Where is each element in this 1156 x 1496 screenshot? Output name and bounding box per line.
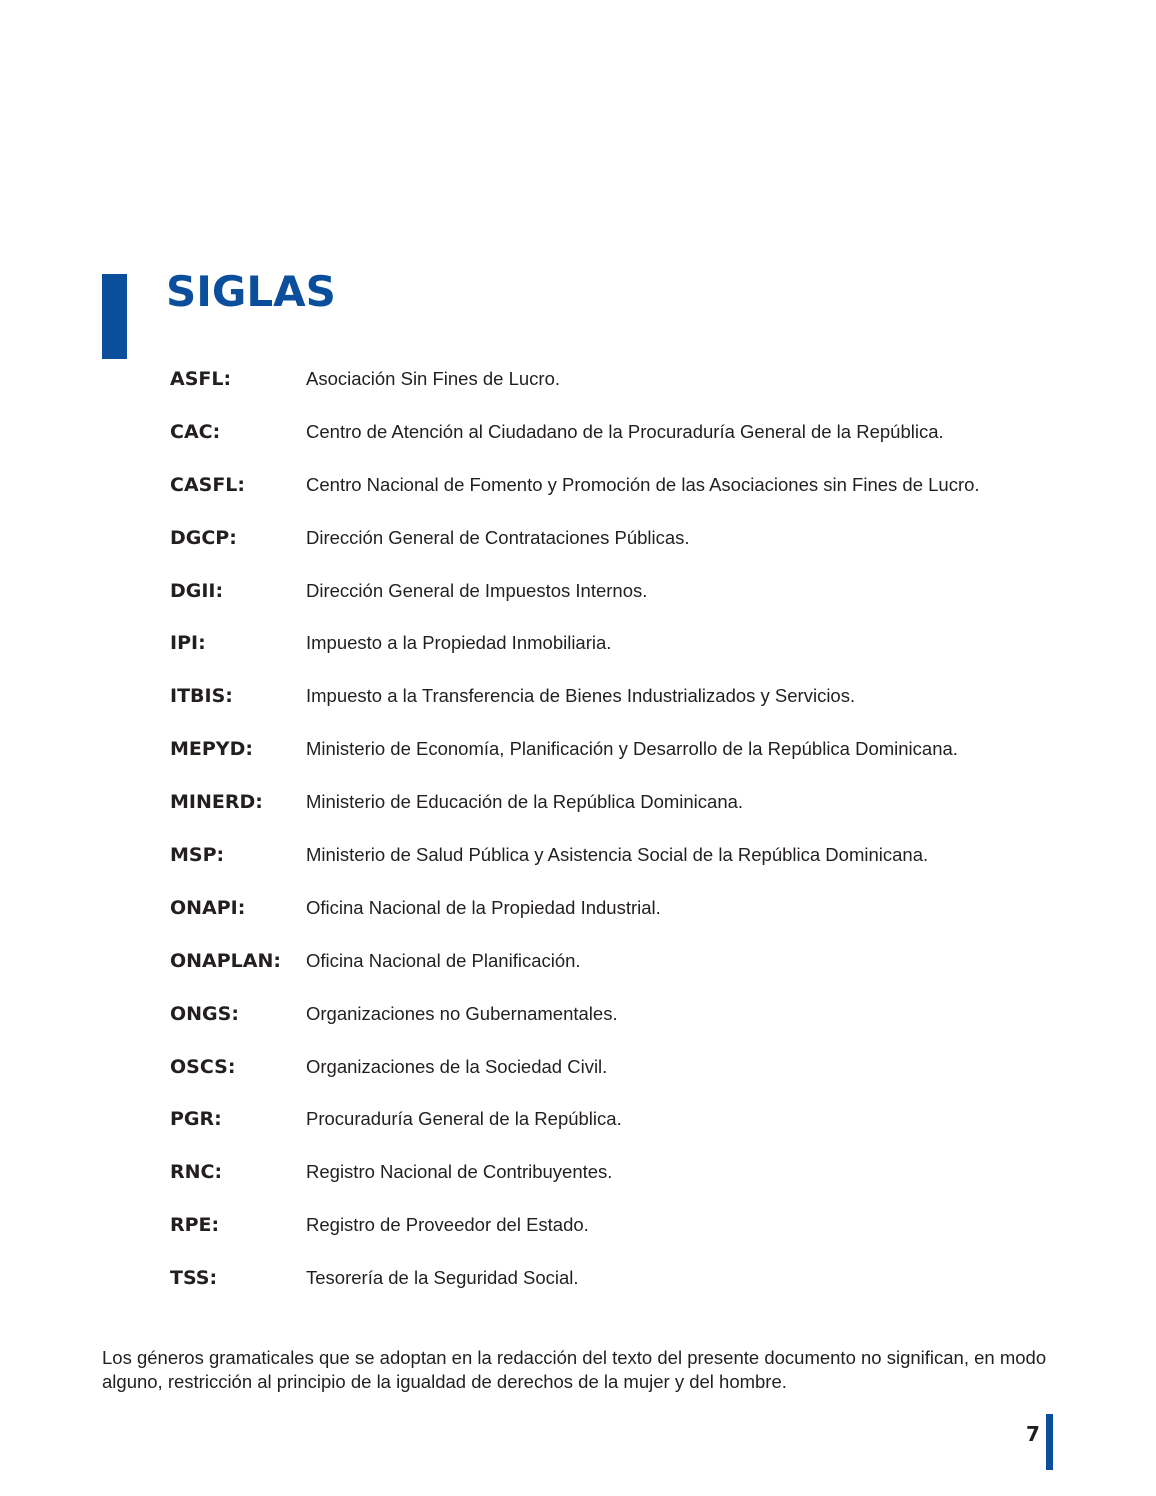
acronym-row <box>170 995 1070 1048</box>
acronym-row <box>170 942 1070 995</box>
acronym-definition: Tesorería de la Seguridad Social. <box>306 1267 579 1289</box>
acronym-term: TSS: <box>170 1267 218 1290</box>
acronym-definition: Centro de Atención al Ciudadano de la Procuraduría General de la República. <box>306 420 944 442</box>
page-number: 7 <box>1026 1422 1040 1446</box>
acronym-row <box>170 1100 1070 1153</box>
acronym-definition: Ministerio de Economía, Planificación y Desarrollo de la República Dominicana. <box>306 738 958 760</box>
acronym-row <box>170 1259 1070 1312</box>
acronym-row <box>170 1206 1070 1259</box>
acronym-row <box>170 413 1070 466</box>
acronym-row <box>170 783 1070 836</box>
acronym-row <box>170 1048 1070 1101</box>
acronym-definition: Impuesto a la Transferencia de Bienes Industrializados y Servicios. <box>306 685 856 707</box>
acronym-definition: Oficina Nacional de la Propiedad Industrial. <box>306 896 661 918</box>
acronym-row <box>170 836 1070 889</box>
acronym-row <box>170 360 1070 413</box>
acronym-term: PGR: <box>170 1108 222 1131</box>
acronym-term: CASFL: <box>170 473 246 496</box>
acronym-definition: Organizaciones de la Sociedad Civil. <box>306 1055 608 1077</box>
acronym-term: CAC: <box>170 420 221 443</box>
acronym-row <box>170 519 1070 572</box>
acronym-definition: Impuesto a la Propiedad Inmobiliaria. <box>306 632 612 654</box>
title-accent-bar <box>102 274 127 359</box>
acronym-term: ONAPLAN: <box>170 949 281 972</box>
page-title: SIGLAS <box>166 267 336 316</box>
acronym-term: IPI: <box>170 632 206 655</box>
acronym-definition: Organizaciones no Gubernamentales. <box>306 1002 618 1024</box>
acronym-term: OSCS: <box>170 1055 236 1078</box>
acronym-term: ITBIS: <box>170 685 233 708</box>
page-number-bar <box>1046 1414 1053 1470</box>
acronym-row <box>170 889 1070 942</box>
acronym-definition: Ministerio de Educación de la República Dominicana. <box>306 791 744 813</box>
acronym-term: ONAPI: <box>170 896 246 919</box>
acronym-term: RPE: <box>170 1214 220 1237</box>
acronym-row <box>170 677 1070 730</box>
acronym-row <box>170 466 1070 519</box>
acronym-term: MINERD: <box>170 791 263 814</box>
acronym-definition: Registro de Proveedor del Estado. <box>306 1214 589 1236</box>
acronym-list <box>170 360 1070 1312</box>
acronym-term: DGCP: <box>170 526 237 549</box>
gender-language-footnote: Los géneros gramaticales que se adoptan en la redacción del texto del presente documento no significan, en modo alguno, restricción al principio de la igualdad de derechos de la mujer y del hombre. <box>102 1347 1047 1392</box>
acronym-term: MEPYD: <box>170 738 253 761</box>
acronym-definition: Asociación Sin Fines de Lucro. <box>306 368 560 389</box>
acronym-definition: Registro Nacional de Contribuyentes. <box>306 1161 613 1183</box>
acronym-row <box>170 730 1070 783</box>
acronym-definition: Centro Nacional de Fomento y Promoción de las Asociaciones sin Fines de Lucro. <box>306 473 980 495</box>
acronym-term: RNC: <box>170 1161 223 1184</box>
acronym-term: DGII: <box>170 579 224 602</box>
acronym-term: MSP: <box>170 844 225 867</box>
acronym-definition: Dirección General de Contrataciones Públicas. <box>306 526 690 548</box>
acronym-definition: Ministerio de Salud Pública y Asistencia Social de la República Dominicana. <box>306 844 929 866</box>
acronym-definition: Dirección General de Impuestos Internos. <box>306 579 648 601</box>
acronym-term: ONGS: <box>170 1002 239 1025</box>
acronym-definition: Oficina Nacional de Planificación. <box>306 949 581 971</box>
acronym-row <box>170 1153 1070 1206</box>
acronym-term: ASFL: <box>170 368 232 390</box>
acronym-row <box>170 624 1070 677</box>
acronym-definition: Procuraduría General de la República. <box>306 1108 622 1130</box>
acronym-row <box>170 572 1070 625</box>
